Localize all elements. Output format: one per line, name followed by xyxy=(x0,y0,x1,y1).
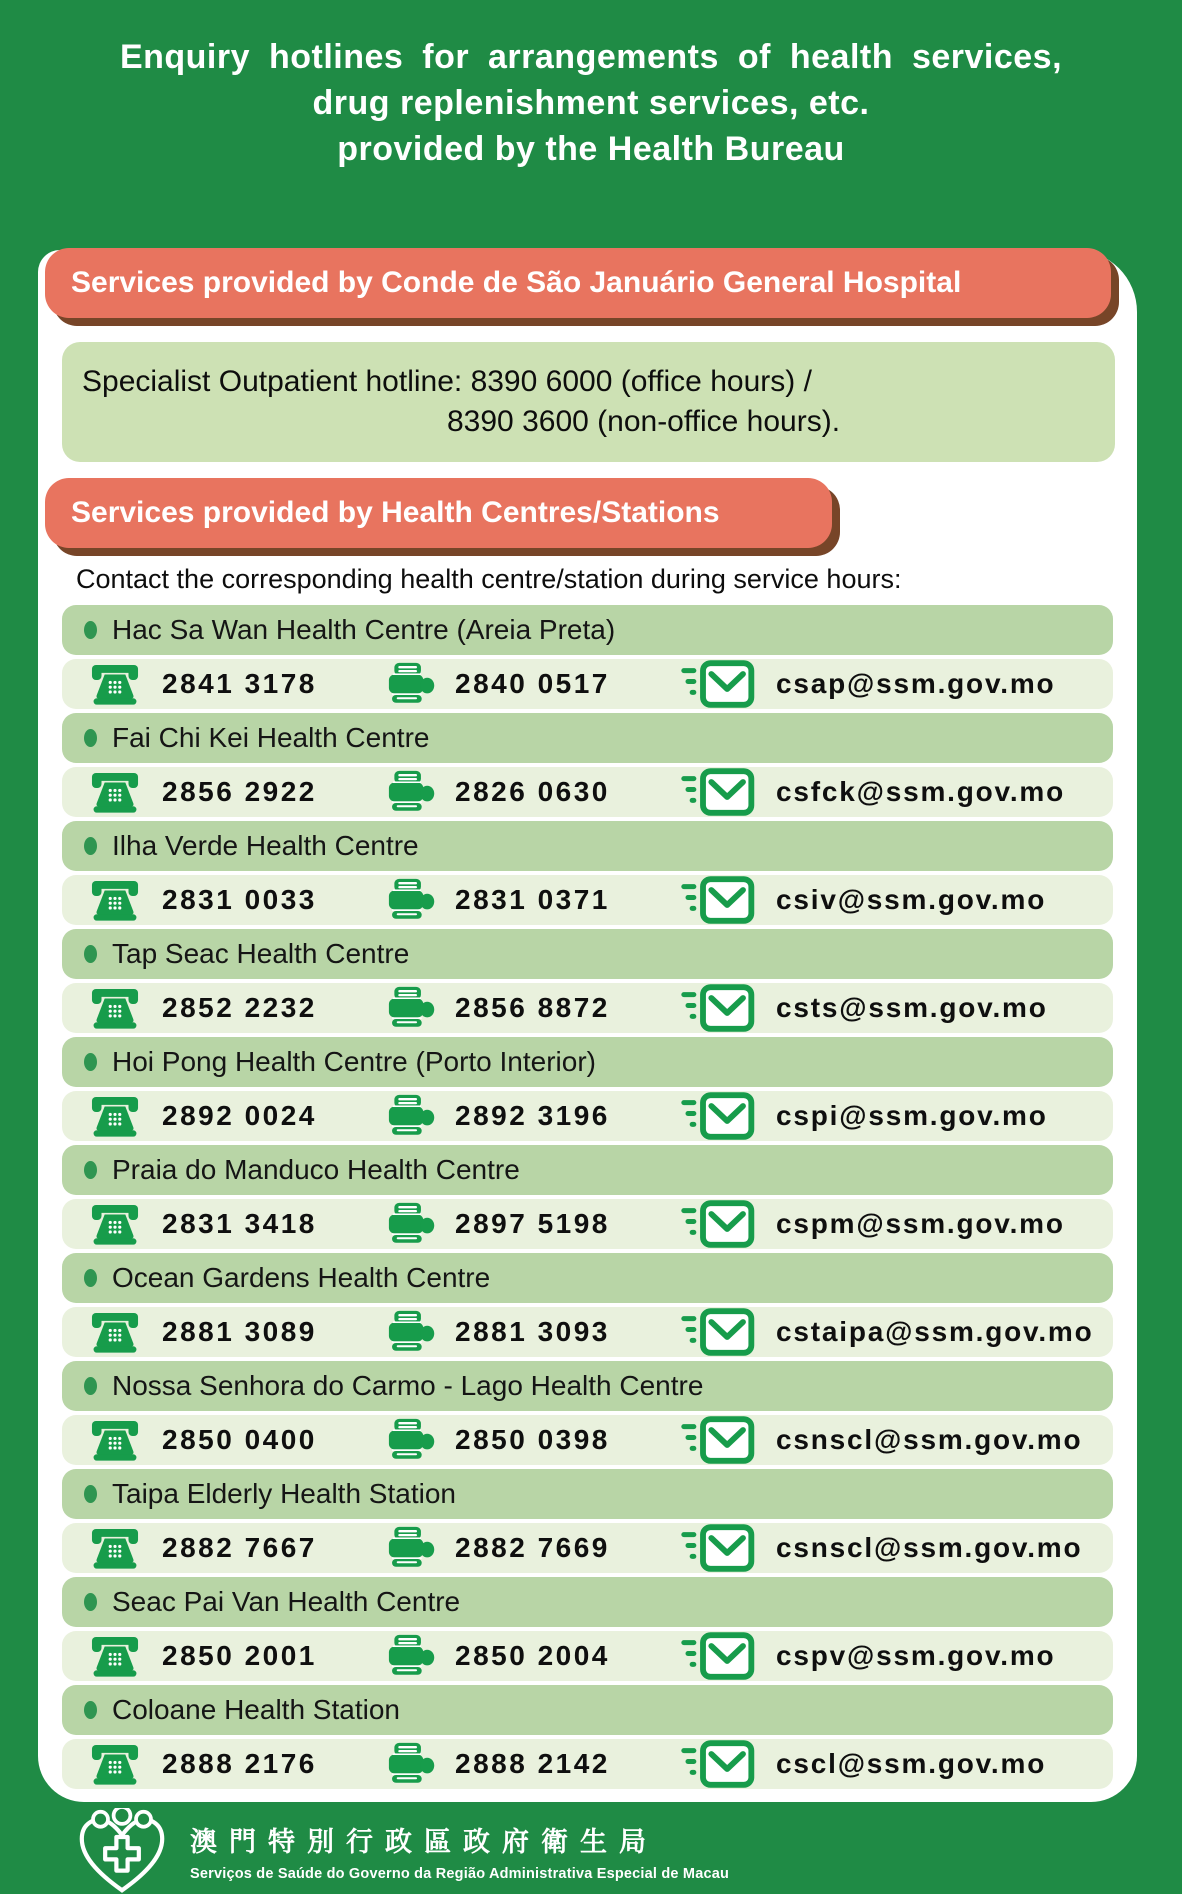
centre-email: cspm@ssm.gov.mo xyxy=(776,1208,1065,1239)
email-icon xyxy=(680,1199,756,1249)
centre-email: cstaipa@ssm.gov.mo xyxy=(776,1316,1094,1347)
phone-icon xyxy=(88,1200,142,1248)
centre-fax: 2850 2004 xyxy=(455,1640,610,1671)
centre-name-row xyxy=(62,1037,1113,1087)
fax-icon xyxy=(385,1633,435,1679)
centre-contact-row xyxy=(62,1091,1113,1141)
phone-icon xyxy=(88,768,142,816)
bullet-icon xyxy=(84,1053,97,1071)
centre-name-row xyxy=(62,1253,1113,1303)
bullet-icon xyxy=(84,1377,97,1395)
bullet-icon xyxy=(84,1485,97,1503)
centre-name: Taipa Elderly Health Station xyxy=(112,1478,456,1509)
specialist-hotline-line1: Specialist Outpatient hotline: 8390 6000 (office hours) / xyxy=(82,365,812,398)
centre-phone: 2841 3178 xyxy=(162,668,317,699)
centre-email: csts@ssm.gov.mo xyxy=(776,992,1048,1023)
email-icon xyxy=(680,659,756,709)
phone-icon xyxy=(88,1308,142,1356)
centre-phone: 2852 2232 xyxy=(162,992,317,1023)
footer-text xyxy=(190,1820,729,1882)
page-title-line2: drug replenishment services, etc. xyxy=(312,84,870,122)
centre-fax: 2850 0398 xyxy=(455,1424,610,1455)
phone-icon xyxy=(88,660,142,708)
centre-contact-row xyxy=(62,1199,1113,1249)
footer xyxy=(74,1808,729,1894)
centre-contact-row xyxy=(62,1523,1113,1573)
centre-phone: 2888 2176 xyxy=(162,1748,317,1779)
phone-icon xyxy=(88,1632,142,1680)
centre-phone: 2831 3418 xyxy=(162,1208,317,1239)
fax-icon xyxy=(385,1093,435,1139)
phone-icon xyxy=(88,1416,142,1464)
centre-name-row xyxy=(62,1577,1113,1627)
email-icon xyxy=(680,1091,756,1141)
centre-contact-row xyxy=(62,1307,1113,1357)
centre-contact-row xyxy=(62,767,1113,817)
centre-name: Tap Seac Health Centre xyxy=(112,938,410,969)
instruction-text: Contact the corresponding health centre/station during service hours: xyxy=(76,564,902,594)
centres-section-banner-label: Services provided by Health Centres/Stations xyxy=(71,496,720,529)
fax-icon xyxy=(385,1417,435,1463)
email-icon xyxy=(680,1739,756,1789)
fax-icon xyxy=(385,1201,435,1247)
centre-name: Nossa Senhora do Carmo - Lago Health Centre xyxy=(112,1370,704,1401)
centre-phone: 2850 2001 xyxy=(162,1640,317,1671)
phone-icon xyxy=(88,984,142,1032)
email-icon xyxy=(680,1631,756,1681)
page-title-line1: Enquiry hotlines for arrangements of health services, xyxy=(119,38,1063,76)
phone-icon xyxy=(88,1092,142,1140)
centre-name-row xyxy=(62,605,1113,655)
email-icon xyxy=(680,767,756,817)
centre-fax: 2897 5198 xyxy=(455,1208,610,1239)
centre-fax: 2882 7669 xyxy=(455,1532,610,1563)
bullet-icon xyxy=(84,729,97,747)
centre-name: Ocean Gardens Health Centre xyxy=(112,1262,491,1293)
phone-icon xyxy=(88,1524,142,1572)
email-icon xyxy=(680,1415,756,1465)
specialist-hotline-line2: 8390 3600 (non-office hours). xyxy=(447,405,841,438)
hospital-section-banner-label: Services provided by Conde de São Januário General Hospital xyxy=(71,266,962,299)
centre-name: Hac Sa Wan Health Centre (Areia Preta) xyxy=(112,614,616,645)
centre-email: csfck@ssm.gov.mo xyxy=(776,776,1066,807)
centre-name-row xyxy=(62,821,1113,871)
footer-org-name-zh: 澳門特別行政區政府衛生局 xyxy=(190,1827,658,1857)
centre-phone: 2882 7667 xyxy=(162,1532,317,1563)
centre-email: cspv@ssm.gov.mo xyxy=(776,1640,1056,1671)
centre-phone: 2850 0400 xyxy=(162,1424,317,1455)
centres-section-banner xyxy=(45,478,832,548)
centre-email: csap@ssm.gov.mo xyxy=(776,668,1056,699)
centre-fax: 2888 2142 xyxy=(455,1748,610,1779)
fax-icon xyxy=(385,1741,435,1787)
centre-phone: 2892 0024 xyxy=(162,1100,317,1131)
fax-icon xyxy=(385,985,435,1031)
fax-icon xyxy=(385,877,435,923)
centre-name-row xyxy=(62,713,1113,763)
page-title xyxy=(0,0,1182,172)
fax-icon xyxy=(385,1525,435,1571)
centre-email: csnscl@ssm.gov.mo xyxy=(776,1532,1083,1563)
email-icon xyxy=(680,875,756,925)
bullet-icon xyxy=(84,1269,97,1287)
bullet-icon xyxy=(84,837,97,855)
fax-icon xyxy=(385,1309,435,1355)
centre-email: csnscl@ssm.gov.mo xyxy=(776,1424,1083,1455)
email-icon xyxy=(680,1307,756,1357)
bullet-icon xyxy=(84,1161,97,1179)
bullet-icon xyxy=(84,945,97,963)
centre-phone: 2856 2922 xyxy=(162,776,317,807)
centre-email: csiv@ssm.gov.mo xyxy=(776,884,1047,915)
centre-name-row xyxy=(62,1145,1113,1195)
bullet-icon xyxy=(84,1593,97,1611)
centre-fax: 2881 3093 xyxy=(455,1316,610,1347)
centre-phone: 2831 0033 xyxy=(162,884,317,915)
centre-fax: 2831 0371 xyxy=(455,884,610,915)
phone-icon xyxy=(88,876,142,924)
centre-name: Seac Pai Van Health Centre xyxy=(112,1586,461,1617)
fax-icon xyxy=(385,769,435,815)
centre-contact-row xyxy=(62,1739,1113,1789)
centre-phone: 2881 3089 xyxy=(162,1316,317,1347)
hospital-section-banner xyxy=(45,248,1111,318)
centre-email: cscl@ssm.gov.mo xyxy=(776,1748,1047,1779)
centre-fax: 2856 8872 xyxy=(455,992,610,1023)
phone-icon xyxy=(88,1740,142,1788)
centre-name-row xyxy=(62,1685,1113,1735)
health-bureau-logo-icon xyxy=(74,1808,170,1894)
specialist-hotline-box xyxy=(62,342,1115,462)
centre-name: Hoi Pong Health Centre (Porto Interior) xyxy=(112,1046,596,1077)
centre-fax: 2840 0517 xyxy=(455,668,610,699)
centre-name: Ilha Verde Health Centre xyxy=(112,830,419,861)
email-icon xyxy=(680,1523,756,1573)
centre-name: Fai Chi Kei Health Centre xyxy=(112,722,430,753)
centre-contact-row xyxy=(62,875,1113,925)
centre-name-row xyxy=(62,1361,1113,1411)
page-title-line3: provided by the Health Bureau xyxy=(337,130,845,168)
centre-contact-row xyxy=(62,1415,1113,1465)
centre-contact-row xyxy=(62,659,1113,709)
centre-name: Coloane Health Station xyxy=(112,1694,400,1725)
email-icon xyxy=(680,983,756,1033)
centre-email: cspi@ssm.gov.mo xyxy=(776,1100,1048,1131)
bullet-icon xyxy=(84,621,97,639)
centre-name-row xyxy=(62,929,1113,979)
footer-org-name-pt: Serviços de Saúde do Governo da Região Administrativa Especial de Macau xyxy=(190,1866,730,1882)
content-panel xyxy=(38,250,1137,1802)
centre-fax: 2892 3196 xyxy=(455,1100,610,1131)
centre-list xyxy=(62,605,1113,1789)
centre-contact-row xyxy=(62,983,1113,1033)
centre-name-row xyxy=(62,1469,1113,1519)
fax-icon xyxy=(385,661,435,707)
centre-fax: 2826 0630 xyxy=(455,776,610,807)
centre-name: Praia do Manduco Health Centre xyxy=(112,1154,520,1185)
centre-contact-row xyxy=(62,1631,1113,1681)
bullet-icon xyxy=(84,1701,97,1719)
